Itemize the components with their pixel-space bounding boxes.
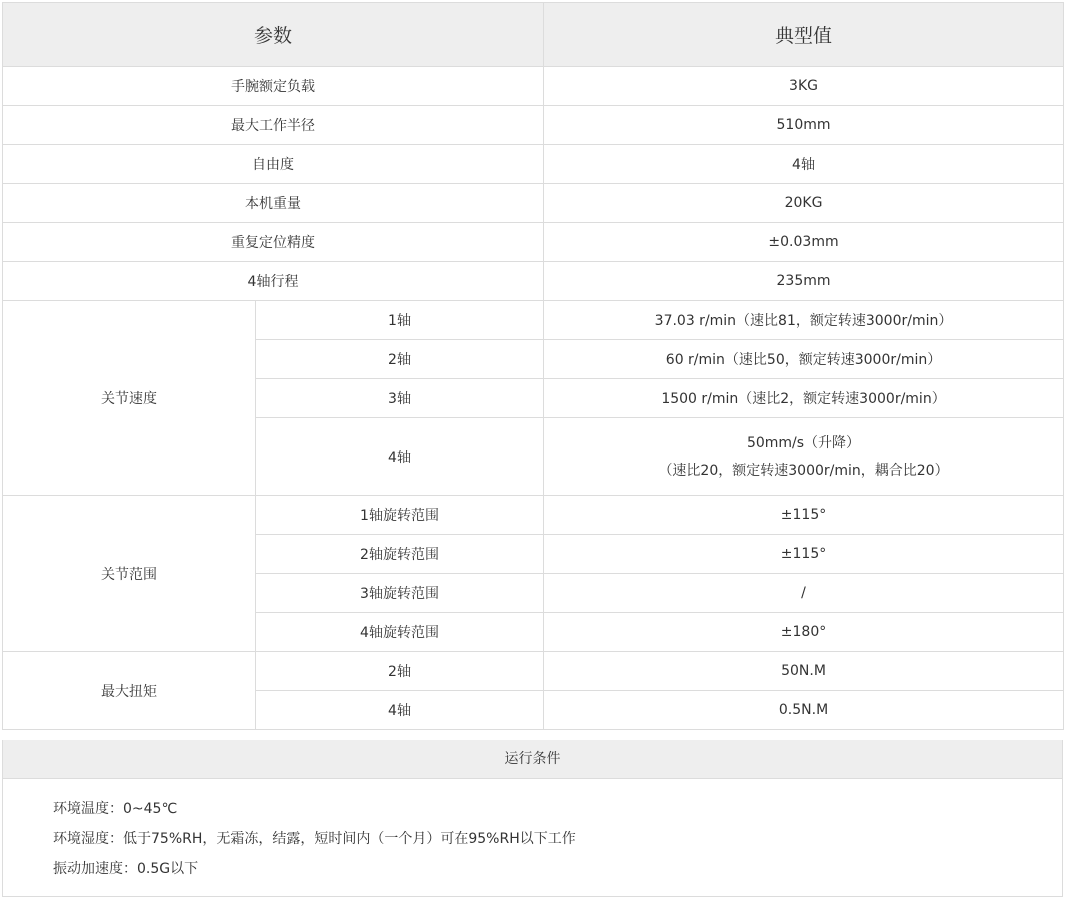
axis-value-line1: 50mm/s（升降）: [746, 434, 861, 451]
axis-label: 1轴: [256, 301, 544, 340]
table-row: [3, 652, 1064, 691]
row-label: 最大工作半径: [3, 106, 544, 145]
row-value: ±0.03mm: [544, 223, 1064, 262]
table-row: [3, 106, 1064, 145]
axis-value: [544, 418, 1064, 496]
group-label-joint-speed: 关节速度: [3, 301, 256, 496]
axis-label: 2轴: [256, 340, 544, 379]
table-row: [3, 301, 1064, 340]
row-label: 自由度: [3, 145, 544, 184]
row-label: 重复定位精度: [3, 223, 544, 262]
axis-value: 0.5N.M: [544, 691, 1064, 730]
row-value: 510mm: [544, 106, 1064, 145]
header-param: 参数: [3, 3, 544, 67]
header-value: 典型值: [544, 3, 1064, 67]
condition-temperature: 环境温度：0~45℃: [53, 801, 178, 817]
group-label-joint-range: 关节范围: [3, 496, 256, 652]
axis-value: 37.03 r/min（速比81，额定转速3000r/min）: [544, 301, 1064, 340]
axis-value: ±115°: [544, 496, 1064, 535]
axis-value: 50N.M: [544, 652, 1064, 691]
axis-label: 2轴: [256, 652, 544, 691]
axis-value: /: [544, 574, 1064, 613]
group-label-max-torque: 最大扭矩: [3, 652, 256, 730]
condition-humidity: 环境湿度：低于75%RH，无霜冻，结露，短时间内（一个月）可在95%RH以下工作: [53, 831, 576, 847]
axis-label: 2轴旋转范围: [256, 535, 544, 574]
axis-value: 60 r/min（速比50，额定转速3000r/min）: [544, 340, 1064, 379]
table-row: [3, 496, 1064, 535]
axis-label: 3轴: [256, 379, 544, 418]
axis-value-line2: （速比20，额定转速3000r/min，耦合比20）: [658, 462, 949, 479]
table-header-row: [3, 3, 1064, 67]
row-value: 20KG: [544, 184, 1064, 223]
axis-value: 1500 r/min（速比2，额定转速3000r/min）: [544, 379, 1064, 418]
axis-value: ±180°: [544, 613, 1064, 652]
axis-label: 4轴: [256, 418, 544, 496]
axis-label: 1轴旋转范围: [256, 496, 544, 535]
axis-label: 3轴旋转范围: [256, 574, 544, 613]
axis-value: ±115°: [544, 535, 1064, 574]
operating-conditions-header: 运行条件: [2, 740, 1063, 779]
axis-label: 4轴: [256, 691, 544, 730]
table-row: [3, 67, 1064, 106]
row-value: 235mm: [544, 262, 1064, 301]
row-value: 4轴: [544, 145, 1064, 184]
table-row: [3, 223, 1064, 262]
row-label: 本机重量: [3, 184, 544, 223]
row-label: 手腕额定负载: [3, 67, 544, 106]
table-row: [3, 262, 1064, 301]
operating-conditions-body: [2, 779, 1063, 897]
axis-label: 4轴旋转范围: [256, 613, 544, 652]
table-row: [3, 145, 1064, 184]
table-row: [3, 184, 1064, 223]
spec-table: [2, 2, 1064, 730]
condition-vibration: 振动加速度：0.5G以下: [53, 861, 199, 877]
row-value: 3KG: [544, 67, 1064, 106]
row-label: 4轴行程: [3, 262, 544, 301]
